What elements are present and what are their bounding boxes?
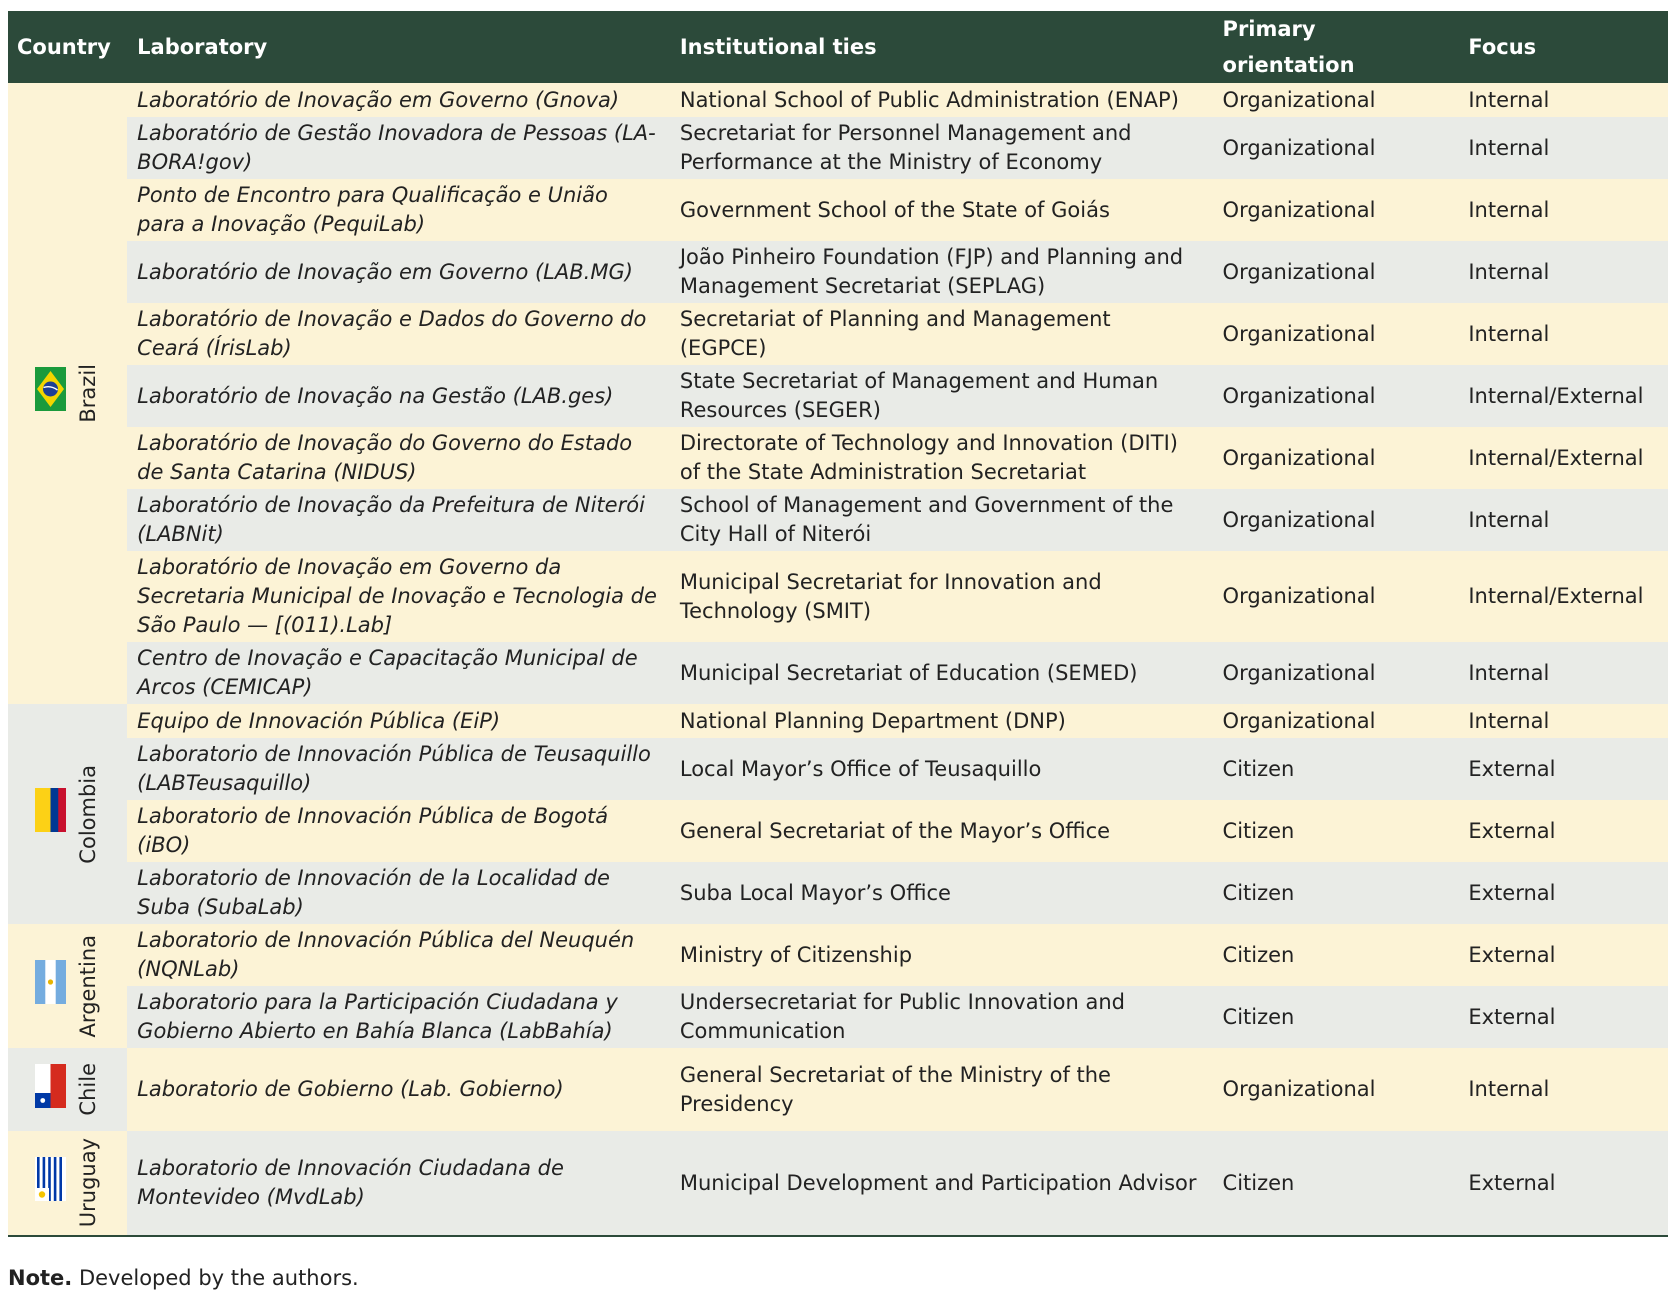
- primary-orientation-cell: Organizational: [1213, 427, 1459, 489]
- focus-cell: Internal: [1458, 241, 1668, 303]
- primary-orientation-cell: Organizational: [1213, 489, 1459, 551]
- table-row: [8, 427, 1668, 489]
- country-name: Chile: [76, 1063, 101, 1116]
- laboratory-cell: Laboratório de Inovação em Governo da Secretaria Municipal de Inovação e Tecnologia de São Paulo — [(011).Lab]: [127, 551, 670, 642]
- institutional-ties-cell: Suba Local Mayor’s Office: [670, 862, 1213, 924]
- laboratory-cell: Centro de Inovação e Capacitação Municipal de Arcos (CEMICAP): [127, 642, 670, 704]
- country-name: Uruguay: [76, 1138, 101, 1228]
- institutional-ties-cell: Municipal Secretariat for Innovation and Technology (SMIT): [670, 551, 1213, 642]
- header-focus: Focus: [1458, 11, 1668, 83]
- laboratory-cell: Equipo de Innovación Pública (EiP): [127, 704, 670, 738]
- table-row: [8, 862, 1668, 924]
- note-text: Developed by the authors.: [72, 1266, 359, 1290]
- table-row: [8, 1048, 1668, 1131]
- primary-orientation-cell: Organizational: [1213, 117, 1459, 179]
- primary-orientation-cell: Citizen: [1213, 1131, 1459, 1236]
- laboratory-cell: Laboratorio de Innovación de la Localidad de Suba (SubaLab): [127, 862, 670, 924]
- table-row: [8, 303, 1668, 365]
- institutional-ties-cell: Local Mayor’s Office of Teusaquillo: [670, 738, 1213, 800]
- laboratory-cell: Laboratório de Inovação do Governo do Estado de Santa Catarina (NIDUS): [127, 427, 670, 489]
- table-row: [8, 924, 1668, 986]
- laboratory-cell: Laboratorio de Innovación Ciudadana de Montevideo (MvdLab): [127, 1131, 670, 1236]
- focus-cell: Internal/External: [1458, 551, 1668, 642]
- table-body: [8, 83, 1668, 1236]
- laboratory-cell: Ponto de Encontro para Qualificação e União para a Inovação (PequiLab): [127, 179, 670, 241]
- institutional-ties-cell: Ministry of Citizenship: [670, 924, 1213, 986]
- country-name: Brazil: [76, 364, 101, 423]
- laboratory-cell: Laboratorio para la Participación Ciudadana y Gobierno Abierto en Bahía Blanca (LabBahía): [127, 986, 670, 1048]
- labs-table: [8, 11, 1668, 1237]
- focus-cell: Internal: [1458, 1048, 1668, 1131]
- primary-orientation-cell: Organizational: [1213, 241, 1459, 303]
- primary-orientation-cell: Organizational: [1213, 179, 1459, 241]
- institutional-ties-cell: State Secretariat of Management and Human Resources (SEGER): [670, 365, 1213, 427]
- focus-cell: External: [1458, 800, 1668, 862]
- table-row: [8, 642, 1668, 704]
- table-note: [8, 1266, 359, 1290]
- institutional-ties-cell: School of Management and Government of the City Hall of Niterói: [670, 489, 1213, 551]
- brazil-flag-icon: [35, 367, 66, 419]
- primary-orientation-cell: Citizen: [1213, 800, 1459, 862]
- header-row: [8, 11, 1668, 83]
- primary-orientation-cell: Organizational: [1213, 642, 1459, 704]
- table-row: [8, 365, 1668, 427]
- focus-cell: External: [1458, 1131, 1668, 1236]
- laboratory-cell: Laboratorio de Innovación Pública del Neuquén (NQNLab): [127, 924, 670, 986]
- primary-orientation-cell: Organizational: [1213, 551, 1459, 642]
- primary-orientation-cell: Citizen: [1213, 924, 1459, 986]
- table-row: [8, 738, 1668, 800]
- header-primary-orientation: Primary orientation: [1213, 11, 1459, 83]
- table-row: [8, 241, 1668, 303]
- laboratory-cell: Laboratório de Inovação e Dados do Governo do Ceará (ÍrisLab): [127, 303, 670, 365]
- focus-cell: External: [1458, 986, 1668, 1048]
- table-row: [8, 986, 1668, 1048]
- table-row: [8, 117, 1668, 179]
- focus-cell: Internal: [1458, 179, 1668, 241]
- focus-cell: External: [1458, 924, 1668, 986]
- institutional-ties-cell: Secretariat for Personnel Management and Performance at the Ministry of Economy: [670, 117, 1213, 179]
- institutional-ties-cell: João Pinheiro Foundation (FJP) and Planning and Management Secretariat (SEPLAG): [670, 241, 1213, 303]
- primary-orientation-cell: Organizational: [1213, 1048, 1459, 1131]
- primary-orientation-cell: Organizational: [1213, 83, 1459, 117]
- table-row: [8, 1131, 1668, 1236]
- focus-cell: Internal: [1458, 642, 1668, 704]
- focus-cell: Internal: [1458, 83, 1668, 117]
- chile-flag-icon: [35, 1064, 66, 1116]
- focus-cell: Internal: [1458, 489, 1668, 551]
- focus-cell: Internal: [1458, 303, 1668, 365]
- colombia-flag-icon: [35, 788, 66, 840]
- institutional-ties-cell: General Secretariat of the Ministry of the Presidency: [670, 1048, 1213, 1131]
- laboratory-cell: Laboratorio de Innovación Pública de Teusaquillo (LABTeusaquillo): [127, 738, 670, 800]
- header-institutional-ties: Institutional ties: [670, 11, 1213, 83]
- table-row: [8, 800, 1668, 862]
- laboratory-cell: Laboratório de Inovação em Governo (Gnova): [127, 83, 670, 117]
- focus-cell: Internal/External: [1458, 365, 1668, 427]
- institutional-ties-cell: Government School of the State of Goiás: [670, 179, 1213, 241]
- primary-orientation-cell: Organizational: [1213, 704, 1459, 738]
- country-cell: [8, 83, 127, 704]
- laboratory-cell: Laboratório de Inovação da Prefeitura de Niterói (LABNit): [127, 489, 670, 551]
- table-row: [8, 83, 1668, 117]
- table-row: [8, 179, 1668, 241]
- primary-orientation-cell: Citizen: [1213, 862, 1459, 924]
- country-name: Argentina: [76, 934, 101, 1038]
- table-row: [8, 489, 1668, 551]
- focus-cell: Internal: [1458, 117, 1668, 179]
- institutional-ties-cell: National Planning Department (DNP): [670, 704, 1213, 738]
- focus-cell: Internal/External: [1458, 427, 1668, 489]
- primary-orientation-cell: Organizational: [1213, 303, 1459, 365]
- note-label: Note.: [8, 1266, 73, 1290]
- table-row: [8, 551, 1668, 642]
- header-laboratory: Laboratory: [127, 11, 670, 83]
- institutional-ties-cell: Directorate of Technology and Innovation (DITI) of the State Administration Secretariat: [670, 427, 1213, 489]
- primary-orientation-cell: Citizen: [1213, 986, 1459, 1048]
- laboratory-cell: Laboratório de Inovação na Gestão (LAB.ges): [127, 365, 670, 427]
- institutional-ties-cell: National School of Public Administration (ENAP): [670, 83, 1213, 117]
- laboratory-cell: Laboratorio de Gobierno (Lab. Gobierno): [127, 1048, 670, 1131]
- institutional-ties-cell: Municipal Development and Participation Advisor: [670, 1131, 1213, 1236]
- header-country: Country: [8, 11, 127, 83]
- laboratory-cell: Laboratório de Inovação em Governo (LAB.MG): [127, 241, 670, 303]
- laboratory-cell: Laboratório de Gestão Inovadora de Pessoas (LA-BORA!gov): [127, 117, 670, 179]
- country-cell: [8, 924, 127, 1048]
- country-cell: [8, 1131, 127, 1236]
- country-cell: [8, 1048, 127, 1131]
- focus-cell: External: [1458, 738, 1668, 800]
- focus-cell: Internal: [1458, 704, 1668, 738]
- laboratory-cell: Laboratorio de Innovación Pública de Bogotá (iBO): [127, 800, 670, 862]
- institutional-ties-cell: Secretariat of Planning and Management (EGPCE): [670, 303, 1213, 365]
- focus-cell: External: [1458, 862, 1668, 924]
- primary-orientation-cell: Citizen: [1213, 738, 1459, 800]
- institutional-ties-cell: Undersecretariat for Public Innovation and Communication: [670, 986, 1213, 1048]
- table-row: [8, 704, 1668, 738]
- uruguay-flag-icon: [35, 1157, 66, 1209]
- institutional-ties-cell: General Secretariat of the Mayor’s Office: [670, 800, 1213, 862]
- argentina-flag-icon: [35, 960, 66, 1012]
- country-cell: [8, 704, 127, 924]
- country-name: Colombia: [76, 764, 101, 864]
- institutional-ties-cell: Municipal Secretariat of Education (SEMED): [670, 642, 1213, 704]
- primary-orientation-cell: Organizational: [1213, 365, 1459, 427]
